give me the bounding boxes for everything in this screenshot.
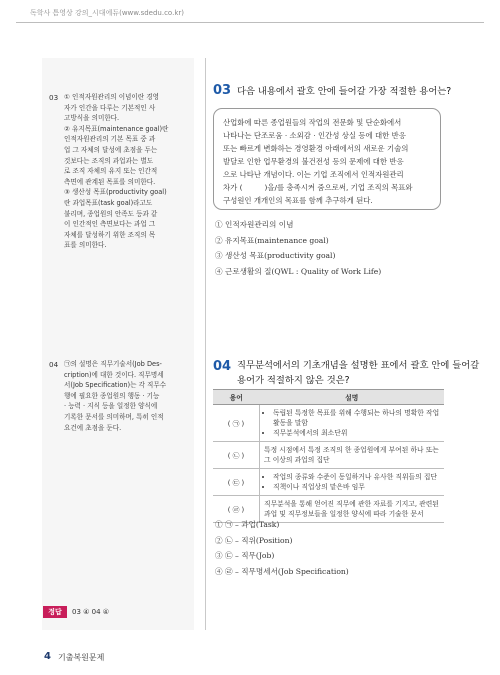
table-description-bullet: • 독립된 특정한 목표를 위해 수행되는 하나의 명확한 작업 활동을 말함 xyxy=(273,408,440,428)
table-term-cell: ( ㉢ ) xyxy=(213,469,260,496)
explanation-04 xyxy=(64,359,190,433)
passage-line: 또는 빠르게 변화하는 경영환경 아래에서의 새로운 기술의 xyxy=(223,144,409,153)
question-04-number: 04 xyxy=(213,359,232,374)
answer-option: ④ ㉣ – 직무명세서(Job Specification) xyxy=(215,566,349,576)
table-description-cell xyxy=(260,442,445,469)
answer-option: ① 인적자원관리의 이념 xyxy=(215,220,294,229)
explanation-03-number: 03 xyxy=(49,93,59,102)
explanation-line: 인적자원관리의 기본 목표 중 과 xyxy=(64,135,156,144)
job-analysis-table xyxy=(213,389,444,523)
question-03-passage xyxy=(213,108,441,210)
table-description-cell xyxy=(260,405,445,442)
explanation-line: · 능력 · 지식 등을 일정한 양식에 xyxy=(64,402,158,411)
table-description-text: 직무분석을 통해 얻어진 직무에 관한 자료를 기지고, 관련된 과업 및 직무정보들을 일정한 양식에 따라 기술한 문서 xyxy=(264,500,439,518)
passage-line: 산업화에 따른 종업원들의 작업의 전문화 및 단순화에서 xyxy=(223,118,402,127)
table-row xyxy=(213,405,444,442)
running-header: 독학사 틈영상 강의_시대에듀(www.sdedu.co.kr) xyxy=(30,9,184,17)
answer-text: 03 ④ 04 ④ xyxy=(72,608,110,616)
question-04-options xyxy=(215,517,349,579)
table-row xyxy=(213,442,444,469)
explanation-line: 측면에 관계된 목표를 의미한다. xyxy=(64,177,156,186)
passage-text: )을/를 충족시켜 줌으로써, 기업 조직의 목표와 xyxy=(264,183,413,192)
question-04-stem-line: 직무분석에서의 기초개념을 설명한 표에서 괄호 안에 들어갈 xyxy=(237,360,480,371)
explanation-03 xyxy=(64,92,190,251)
question-03-stem: 다음 내용에서 괄호 안에 들어갈 가장 적절한 용어는? xyxy=(237,86,452,97)
explanation-line: 표를 의미한다. xyxy=(64,241,107,250)
question-04-stem-line: 용어가 적절하지 않은 것은? xyxy=(237,375,350,386)
table-term-cell: ( ㉣ ) xyxy=(213,496,260,523)
explanation-line: 것보다는 조직의 과업과는 별도 xyxy=(64,156,154,165)
passage-line: 발달로 인한 업무환경의 불건전성 등의 문제에 대한 반응 xyxy=(223,157,404,166)
explanation-line: 기록한 문서를 의미하며, 특히 인적 xyxy=(64,412,164,421)
table-description-text: 특정 시점에서 특정 조직의 한 종업원에게 부여된 하나 또는 그 이상의 과업의 집단 xyxy=(264,446,439,464)
explanation-line: cription)에 대한 것이다. 직무명세 xyxy=(64,370,164,379)
answer-option: ① ㉠ – 과업(Task) xyxy=(215,520,280,529)
page-number: 4 xyxy=(44,651,51,662)
explanation-line: 요건에 초점을 둔다. xyxy=(64,423,122,432)
explanation-line: 자체를 달성하기 위한 조직의 목 xyxy=(64,230,156,239)
answer-option: ④ 근로생활의 질(QWL : Quality of Work Life) xyxy=(215,266,382,276)
explanation-line: 란 과업목표(task goal)라고도 xyxy=(64,198,153,207)
passage-text: 차가 ( xyxy=(223,183,243,192)
passage-line: 으로 나타난 개념이다. 이는 기업 조직에서 인적자원관리 xyxy=(223,170,404,179)
header-divider xyxy=(16,22,484,23)
table-description-cell xyxy=(260,469,445,496)
table-term-cell: ( ㉠ ) xyxy=(213,405,260,442)
explanation-line: ㉠의 설명은 직무기술서(Job Des- xyxy=(64,360,162,368)
explanation-line: 불리며, 종업원의 안족도 등과 같 xyxy=(64,209,158,218)
table-term-cell: ( ㉡ ) xyxy=(213,442,260,469)
table-header-row xyxy=(213,390,444,405)
explanation-line: 자가 인간을 다루는 기본적인 사 xyxy=(64,103,156,112)
table-description-bullet: • 직책이나 직업상의 맡은바 임무 xyxy=(273,482,440,492)
answer-option: ③ 생산성 목표(productivity goal) xyxy=(215,251,336,261)
table-header-description: 설명 xyxy=(260,390,445,405)
table-header-term: 용어 xyxy=(213,390,260,405)
table-row xyxy=(213,469,444,496)
explanation-line: ② 유지목표(maintenance goal)란 xyxy=(64,124,169,133)
question-03-options xyxy=(215,217,381,279)
explanation-line: 로 조직 자체의 유지 또는 인간적 xyxy=(64,167,158,176)
explanation-04-number: 04 xyxy=(49,360,59,369)
explanation-line: 서(Job Specification)는 각 직무수 xyxy=(64,381,167,390)
explanation-line: 업 그 자체의 달성에 초점을 두는 xyxy=(64,145,158,154)
explanation-line: 이 인간적인 측면보다는 과업 그 xyxy=(64,220,156,229)
table-description-bullet: • 작업의 종류와 수준이 동일하거나 유사한 직위들의 집단 xyxy=(273,472,440,482)
footer-title: 기출복원문제 xyxy=(58,653,105,662)
explanation-line: 행에 필요한 종업원의 행동 · 기능 xyxy=(64,391,160,400)
answer-option: ② ㉡ – 직위(Position) xyxy=(215,535,293,545)
passage-line: 나타나는 단조로움 · 소외감 · 인간성 상실 등에 대한 반응 xyxy=(223,131,406,140)
question-04-stem xyxy=(237,358,487,388)
explanation-line: ① 인적자원관리의 이념이란 경영 xyxy=(64,93,160,101)
column-divider xyxy=(205,58,206,630)
answer-option: ③ ㉢ – 직무(Job) xyxy=(215,551,275,561)
answer-option: ② 유지목표(maintenance goal) xyxy=(215,235,329,245)
question-03-number: 03 xyxy=(213,83,232,98)
explanation-line: ③ 생산성 목표(productivity goal) xyxy=(64,188,167,197)
answer-badge: 정답 xyxy=(43,606,67,618)
passage-line: 구성원인 개개인의 목표를 함께 추구하게 된다. xyxy=(223,196,373,205)
explanation-line: 고방식을 의미한다. xyxy=(64,114,120,123)
table-description-bullet: • 직무분석에서의 최소단위 xyxy=(273,428,440,438)
